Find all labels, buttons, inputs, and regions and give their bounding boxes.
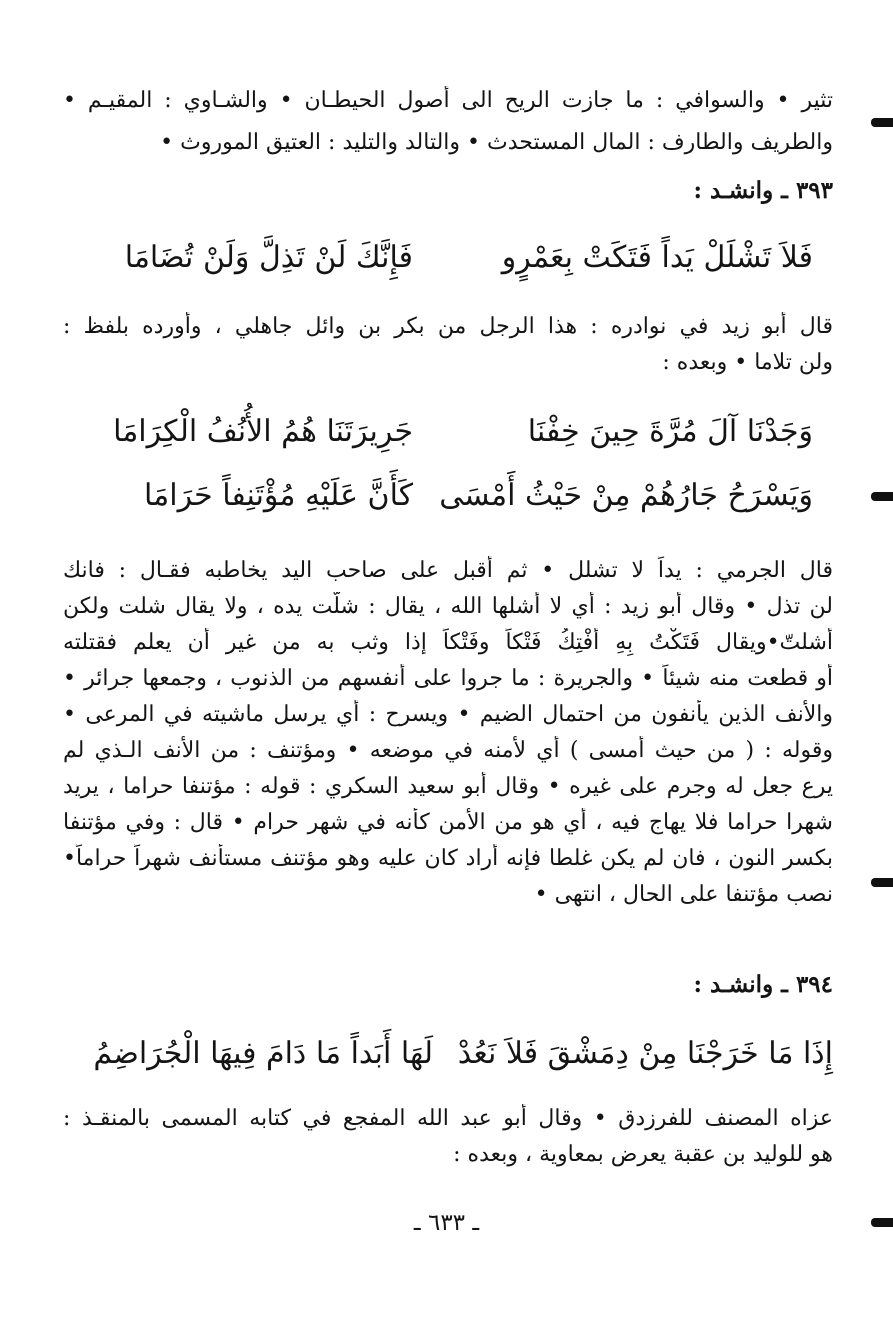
text-line: قال أبو زيد في نوادره : هذا الرجل من بكر بن وائل جاهلي ، وأورده بلفظ :: [63, 314, 833, 339]
text-line: والطريف والطارف : المال المستحدث • والتالد والتليد : العتيق الموروث •: [160, 130, 833, 155]
text-line: وقوله : ( من حيث أمسى ) أي لأمنه في موضعه • ومؤتنف : من الأنف الـذي لم: [63, 738, 833, 763]
page-number: ـ ٦٣٣ ـ: [413, 1210, 480, 1236]
scan-edge-mark: [871, 878, 893, 887]
scan-edge-mark: [871, 118, 893, 127]
text-line: والأنف الذين يأنفون من احتمال الضيم • ويسرح : أي يرسل ماشيته في المرعى •: [63, 702, 833, 727]
text-line: أشلتّ•ويقال فَتَكْتُ بِهِ أَفْتِكُ فَتْكاً وفَتْكاً إذا وثب به من غير أن يعلم فقتلته: [63, 630, 833, 655]
text-line: قال الجرمي : يداً لا تشلل • ثم أقبل على صاحب اليد يخاطبه فقـال : فانك: [63, 558, 833, 583]
text-line: أو قطعت منه شيئاً • والجريرة : ما جروا على أنفسهم من الذنوب ، وجمعها جرائر •: [63, 666, 833, 691]
verse-hemistich-second: جَرِيرَتَنَا هُمُ الأُنُفُ الْكِرَامَا: [113, 414, 413, 449]
text-line: نصب مؤتنفا على الحال ، انتهى •: [534, 882, 833, 907]
verse-hemistich-second: فَإِنَّكَ لَنْ تَذِلَّ وَلَنْ تُضَامَا: [124, 240, 413, 275]
verse-hemistich-first: وَجَدْنَا آلَ مُرَّةَ حِينَ خِفْنَا: [527, 414, 813, 449]
entry-heading-394: ٣٩٤ ـ وانشـد :: [693, 971, 833, 998]
text-line: بكسر النون ، فان لم يكن غلطا فإنه أراد كان عليه وهو مؤتنف مستأنف شهراً حراماً•: [63, 846, 833, 871]
scan-edge-mark: [871, 1218, 893, 1227]
text-line: عزاه المصنف للفرزدق • وقال أبو عبد الله المفجع في كتابه المسمى بالمنقـذ :: [63, 1106, 833, 1131]
verse-hemistich-first: إِذَا مَا خَرَجْنَا مِنْ دِمَشْقَ فَلاَ نَعُدْ: [457, 1036, 833, 1071]
verse-hemistich-first: وَيَسْرَحُ جَارُهُمْ مِنْ حَيْثُ أَمْسَى: [439, 478, 813, 513]
text-line: هو للوليد بن عقبة يعرض بمعاوية ، وبعده :: [453, 1142, 833, 1167]
entry-heading-393: ٣٩٣ ـ وانشـد :: [693, 177, 833, 204]
verse-hemistich-first: فَلاَ تَشْلَلْ يَداً فَتَكَتْ بِعَمْرٍو: [501, 240, 813, 275]
verse-hemistich-second: لَهَا أَبَداً مَا دَامَ فِيهَا الْجُرَاضِمُ: [93, 1036, 433, 1071]
text-line: تثير • والسوافي : ما جازت الريح الى أصول الحيطـان • والشـاوي : المقيـم •: [63, 88, 833, 113]
scan-edge-mark: [871, 492, 893, 501]
text-line: يرع جعل له وجرم على غيره • وقال أبو سعيد السكري : قوله : مؤتنفا حراما ، يريد: [63, 774, 833, 799]
text-line: ولن تلاما • وبعده :: [662, 350, 833, 375]
verse-hemistich-second: كَأَنَّ عَلَيْهِ مُؤْتَنِفاً حَرَامَا: [144, 478, 413, 513]
text-line: لن تذل • وقال أبو زيد : أي لا أشلها الله ، يقال : شلّت يده ، ولا يقال شلت ولكن: [63, 594, 833, 619]
text-line: شهرا حراما فلا يهاج فيه ، أي هو من الأمن كأنه في شهر حرام • قال : وفي مؤتنفا: [63, 810, 833, 835]
